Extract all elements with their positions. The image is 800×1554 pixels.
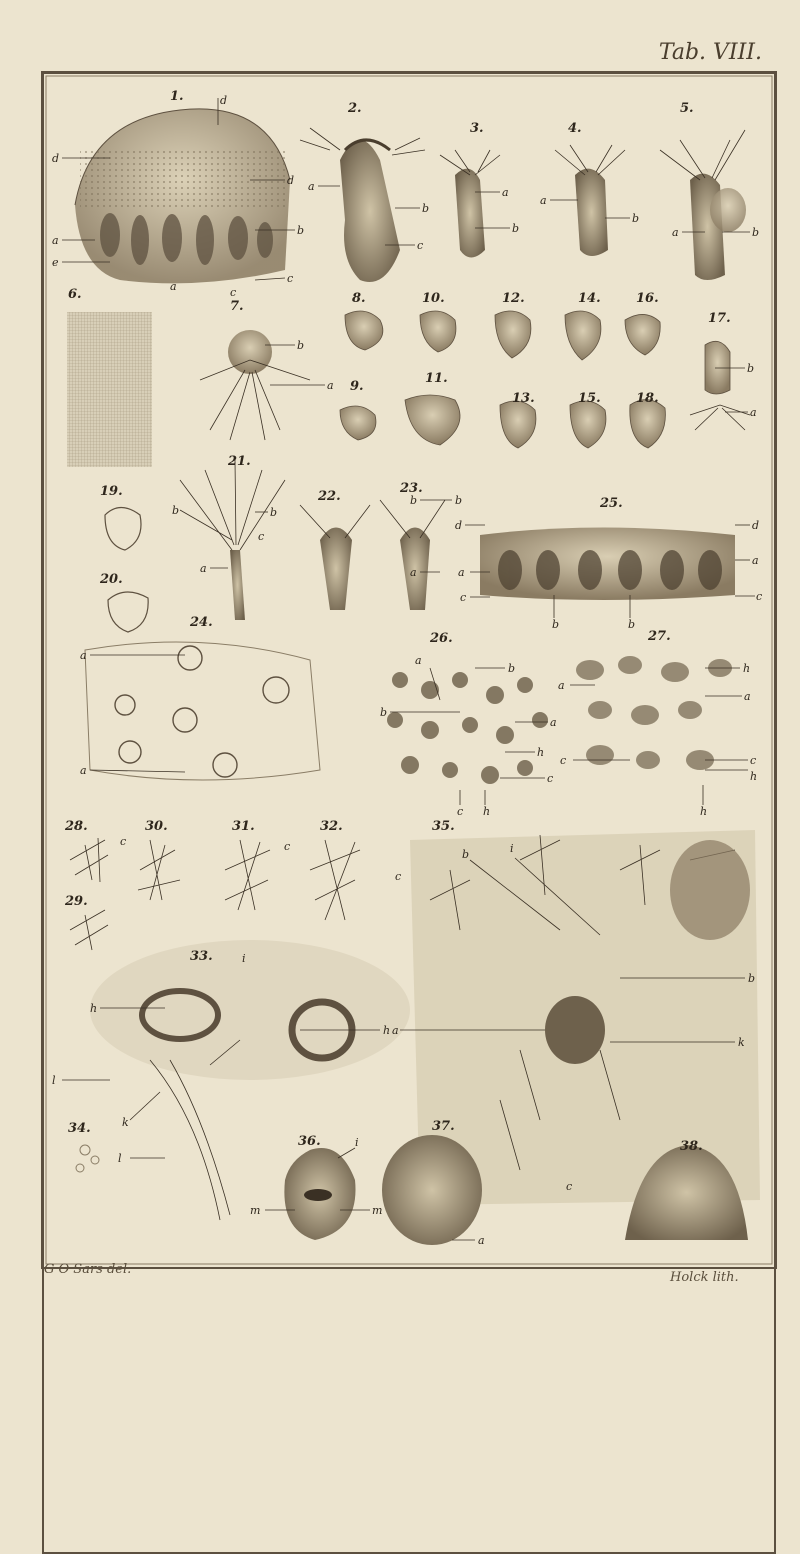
svg-text:c: c [417,239,424,252]
fig-num-6: 6. [68,287,82,302]
lithographer-credit: Holck lith. [670,1270,739,1285]
svg-text:h: h [750,770,758,783]
fig-num-5: 5. [680,101,694,116]
figure-5 [660,130,746,280]
svg-text:a: a [392,1024,399,1037]
fig-num-31: 31. [232,819,255,834]
fig-num-11: 11. [425,371,448,386]
svg-text:m: m [372,1204,383,1217]
svg-text:a: a [672,226,679,239]
figure-37 [382,1135,482,1245]
svg-text:k: k [122,1116,129,1129]
svg-text:c: c [258,530,265,543]
fig-num-36: 36. [298,1134,321,1149]
artist-credit: G O Sars del. [44,1262,132,1277]
svg-text:b: b [172,504,180,517]
fig-num-12: 12. [502,291,525,306]
svg-text:a: a [308,180,315,193]
svg-text:h: h [483,805,491,818]
svg-text:b: b [512,222,520,235]
svg-text:c: c [230,286,237,299]
svg-text:a: a [80,764,87,777]
figure-3 [440,150,500,258]
svg-text:a: a [52,234,59,247]
fig-num-13: 13. [512,391,535,406]
svg-text:c: c [566,1180,573,1193]
svg-text:a: a [415,654,422,667]
svg-text:a: a [540,194,547,207]
fig-num-32: 32. [320,819,343,834]
svg-text:c: c [287,272,294,285]
fig-num-26: 26. [430,631,453,646]
svg-text:h: h [743,662,751,675]
svg-text:d: d [455,519,463,532]
figure-17-tentacles [690,405,750,430]
svg-text:a: a [170,280,177,293]
svg-text:d: d [287,174,295,187]
figure-22 [300,505,370,610]
fig-num-38: 38. [680,1139,703,1154]
svg-text:a: a [744,690,751,703]
svg-text:h: h [700,805,708,818]
spicules-28-32 [70,838,360,950]
svg-text:b: b [628,618,636,631]
fig-num-21: 21. [228,454,251,469]
svg-text:l: l [118,1152,122,1165]
svg-text:k: k [738,1036,745,1049]
fig-num-3: 3. [470,121,484,136]
svg-text:b: b [422,202,430,215]
svg-text:c: c [750,754,757,767]
figure-23 [380,500,445,610]
svg-text:b: b [748,972,756,985]
fig-num-14: 14. [578,291,601,306]
fig-num-25: 25. [600,496,623,511]
figure-6 [67,312,152,467]
svg-text:a: a [750,406,757,419]
svg-text:l: l [52,1074,56,1087]
svg-text:c: c [284,840,291,853]
svg-text:b: b [552,618,560,631]
fig-num-24: 24. [190,615,213,630]
svg-text:c: c [756,590,763,603]
figure-26 [387,672,548,784]
svg-text:a: a [458,566,465,579]
svg-text:b: b [462,848,470,861]
svg-text:c: c [457,805,464,818]
svg-text:c: c [547,772,554,785]
svg-text:a: a [80,649,87,662]
svg-text:c: c [560,754,567,767]
svg-text:h: h [90,1002,98,1015]
fig-num-27: 27. [648,629,671,644]
fig-num-23: 23. [400,481,423,496]
fig-num-18: 18. [636,391,659,406]
plate-title: Tab. VIII. [658,40,762,65]
svg-text:b: b [410,494,418,507]
svg-text:a: a [200,562,207,575]
fig-num-28: 28. [65,819,88,834]
fig-num-34: 34. [68,1121,91,1136]
figure-24 [85,642,320,780]
fig-num-33: 33. [190,949,213,964]
fig-num-29: 29. [65,894,88,909]
fig-num-16: 16. [636,291,659,306]
svg-text:a: a [478,1234,485,1247]
svg-text:b: b [508,662,516,675]
fig-num-10: 10. [422,291,445,306]
svg-text:e: e [52,256,59,269]
fig-num-30: 30. [145,819,168,834]
fig-num-19: 19. [100,484,123,499]
svg-text:b: b [297,339,305,352]
svg-text:d: d [220,94,228,107]
fig-num-4: 4. [568,121,582,136]
fig-num-7: 7. [230,299,244,314]
figure-27 [576,656,732,770]
fig-num-1: 1. [170,89,184,104]
fig-num-20: 20. [100,572,123,587]
svg-text:b: b [270,506,278,519]
svg-text:d: d [52,152,60,165]
fig-num-17: 17. [708,311,731,326]
figure-1 [75,109,290,283]
figure-2 [300,128,425,282]
svg-text:d: d [752,519,760,532]
figure-33 [90,940,410,1220]
svg-text:b: b [455,494,463,507]
svg-text:b: b [632,212,640,225]
svg-text:h: h [537,746,545,759]
fig-num-15: 15. [578,391,601,406]
svg-text:a: a [502,186,509,199]
figure-4 [555,145,625,256]
small-polyps-8-18 [340,311,730,448]
svg-text:m: m [250,1204,261,1217]
figure-25 [480,528,735,601]
svg-text:b: b [752,226,760,239]
svg-text:b: b [747,362,755,375]
svg-text:h: h [383,1024,391,1037]
svg-text:a: a [550,716,557,729]
svg-text:i: i [242,952,246,965]
svg-text:a: a [327,379,334,392]
svg-text:c: c [395,870,402,883]
svg-text:a: a [558,679,565,692]
fig-num-22: 22. [318,489,341,504]
fig-num-2: 2. [348,101,362,116]
figure-36 [284,1148,355,1240]
svg-text:c: c [460,591,467,604]
svg-text:i: i [355,1136,359,1149]
svg-text:c: c [120,835,127,848]
fig-num-8: 8. [352,291,366,306]
figure-21 [180,460,285,620]
fig-num-9: 9. [350,379,364,394]
fig-num-37: 37. [432,1119,455,1134]
svg-text:b: b [380,706,388,719]
svg-text:b: b [297,224,305,237]
svg-text:a: a [410,566,417,579]
figure-34 [76,1145,99,1172]
figure-19-20 [105,508,148,633]
svg-text:a: a [752,554,759,567]
fig-num-35: 35. [432,819,455,834]
svg-text:i: i [510,842,514,855]
